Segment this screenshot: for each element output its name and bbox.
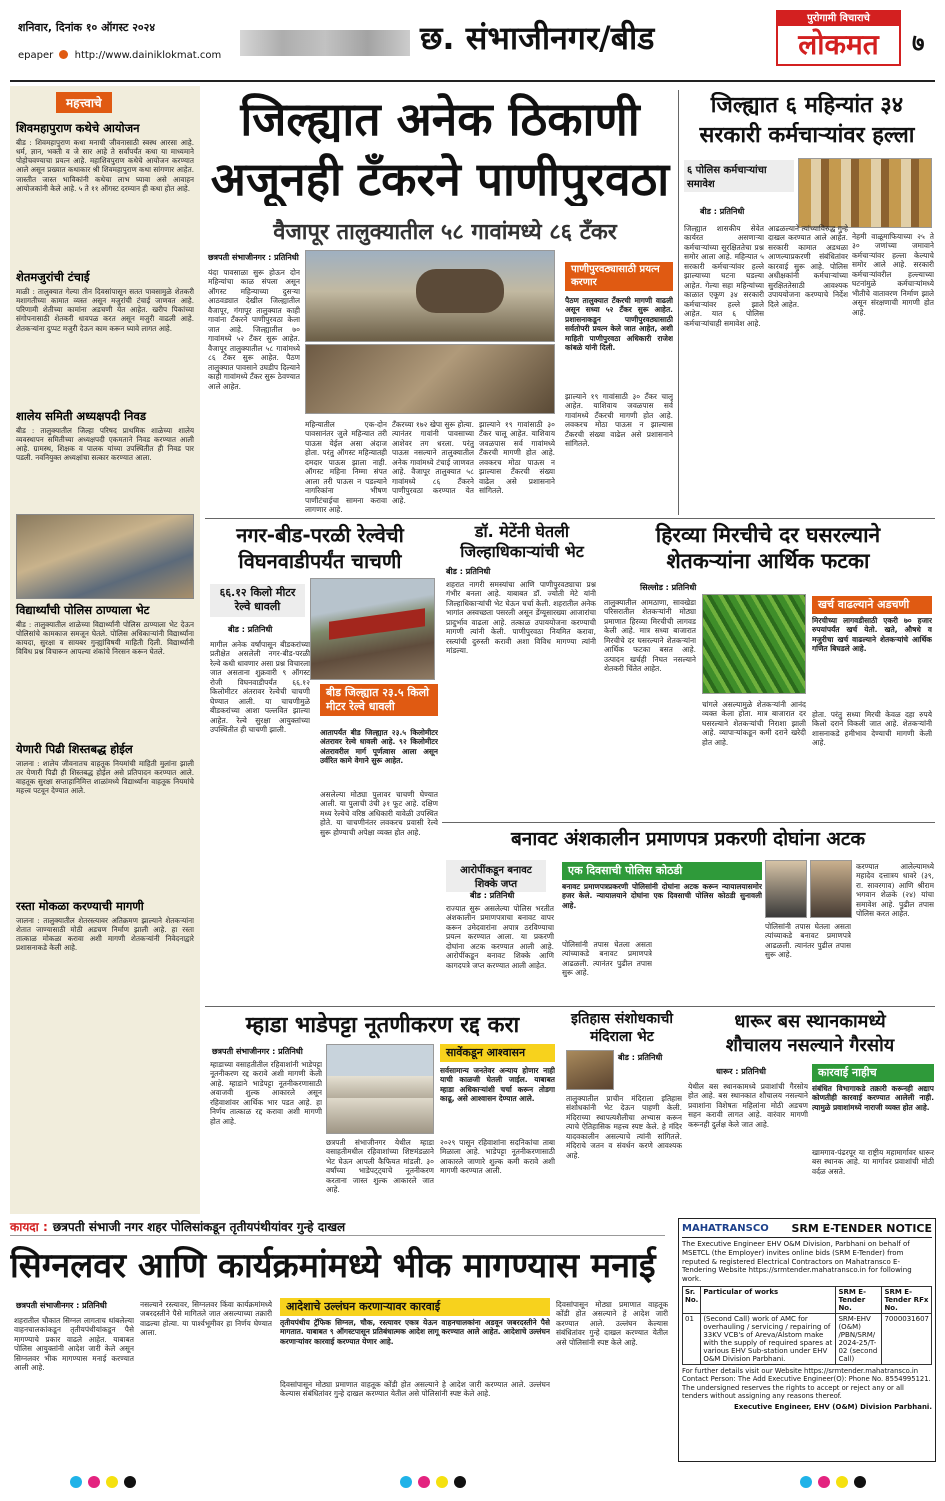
lead-photo-2	[305, 344, 555, 414]
rail-kicker-2-text: आतापर्यंत बीड जिल्ह्यात २३.५ किलोमीटर अंतरावर रेल्वे धावली आहे. ९२ किलोमीटर अंतरावरील मार्ग पूर्णत्वास आला असून उर्वरित कामे वेगाने सुरू आहेत.	[320, 728, 438, 766]
tender-cell: 7000031607	[882, 1313, 932, 1364]
rail-headline-1: नगर-बीड-परळी रेल्वेची	[236, 523, 404, 547]
mhada-headline: म्हाडा भाडेपट्टा नूतणीकरण रद्द करा	[245, 1013, 520, 1038]
rail-headline-2: विघनवाडीपर्यंत चाचणी	[238, 549, 402, 573]
table-row	[683, 1313, 932, 1364]
mhada-kicker: सावेंकडून आश्वासन	[440, 1044, 555, 1062]
law-byline: छत्रपती संभाजीनगर : प्रतिनिधी	[16, 1301, 107, 1310]
lead-kicker: पाणीपुरवठ्यासाठी प्रयत्न करणार	[565, 262, 673, 291]
tender-col-header: SRM E-Tender No.	[836, 1286, 882, 1313]
sidebar-item-6	[16, 899, 194, 1056]
sidebar-item-heading: येणारी पिढी शिस्तबद्ध होईल	[16, 742, 133, 756]
collector-byline: बीड : प्रतिनिधी	[446, 567, 491, 576]
website-link[interactable]: http://www.dainiklokmat.com	[74, 50, 222, 61]
tender-notice	[678, 1218, 936, 1462]
cyan-mark	[800, 1476, 812, 1488]
lead-photo	[305, 250, 555, 342]
chili-col-1: तालुक्यातील आमठाणा, सावखेडा परिसरातील शेतकऱ्यांनी मोठ्या प्रमाणात हिरव्या मिरचीची लागवड केली आहे. मात्र सध्या बाजारात मिरचीचे दर घसरल्याने शेतकऱ्यांना आर्थिक फटका बसत आहे. उत्पादन खर्चही निघत नसल्याने शेतकरी चिंतेत आहेत.	[604, 598, 696, 674]
police-byline: बीड : प्रतिनिधी	[700, 207, 745, 216]
law-col-2: नसल्याने रस्त्यावर, सिग्नलवर किंवा कार्यक्रमांमध्ये जबरदस्तीने पैसे मागितले जात असल्याच्या तक्रारी वाढल्या होत्या. या पार्श्वभूमीवर हा निर्णय घेण्यात आला.	[140, 1300, 272, 1338]
tender-intro: The Executive Engineer EHV O&M Division, Parbhani on behalf of MSETCL (the Employer) invites online bids (SRM E-Tender) from reputed & registered Electrical Contractors on Mahatransco E-Tendering Website https://srmtender.mahatransco.in for following work.	[682, 1240, 912, 1283]
sidebar-item-text: बीड : तालुक्यातील जिल्हा परिषद प्राथमिक शाळेच्या शालेय व्यवस्थापन समितीच्या अध्यक्षपदी एकमताने निवड करण्यात आली आहे. ग्रामस्थ, शिक्षक व पालक यांच्या उपस्थितीत ही निवड पार पडली. नवनियुक्त अध्यक्षांचा सत्कार करण्यात आला.	[16, 426, 194, 463]
history-photo	[566, 1050, 614, 1090]
column-rule	[678, 90, 679, 515]
arrest-kicker-2-text: बनावट प्रमाणपत्रप्रकरणी पोलिसांनी दोघांना अटक करून न्यायालयासमोर हजर केले. न्यायालयाने दोघांना एक दिवसाची पोलिस कोठडी सुनावली आहे.	[562, 882, 762, 910]
lead-col-3: टँकरच्या १७२ खेपा सुरू होत्या. त्यानंतर गावांनी पावसाच्या आशेवर तग धरला. परंतु पाऊस नसल्याने तालुक्यातील अनेक गावांमध्ये टंचाई जाणवत आहे. वैजापूर तालुक्यात ५८ गावांमध्ये ८६ टँकरने पाणीपुरवठा करण्यात येत आहे.	[392, 420, 474, 505]
chili-headline-2: शेतकऱ्यांना आर्थिक फटका	[666, 549, 870, 573]
arrest-col-2: पोलिसांनी तपास घेतला असता त्यांच्याकडे बनावट प्रमाणपत्रे आढळली. त्यानंतर पुढील तपास सुरू आहे.	[562, 940, 652, 978]
print-registration-marks	[0, 1470, 945, 1494]
arrest-col-3: करण्यात आलेल्यामध्ये महादेव दत्तात्रय धावरे (३९, रा. सावरगाव) आणि श्रीराम भगवान शेळके (२४) यांचा समावेश आहे. पुढील तपास पोलिस करत आहेत.	[856, 862, 934, 919]
bus-headline-2: शौचालय नसल्याने गैरसोय	[725, 1035, 895, 1056]
brand-logo: लोकमत	[798, 28, 879, 61]
sidebar-item-text: बीड : तालुक्यातील शाळेच्या विद्यार्थ्यांनी पोलिस ठाण्याला भेट देऊन पोलिसांचे कामकाज समजून घेतले. पोलिस अधिकाऱ्यांनी विद्यार्थ्यांना कायदा, सुरक्षा व सायबर गुन्ह्यांविषयी माहिती दिली. विद्यार्थ्यांनी विविध प्रश्न विचारून आपल्या शंकांचे निरसन करून घेतले.	[16, 620, 194, 657]
arrest-col-4: पोलिसांनी तपास घेतला असता त्यांच्याकडे बनावट प्रमाणपत्रे आढळली. त्यानंतर पुढील तपास सुरू आहे.	[765, 922, 851, 960]
tender-cell: SRM-EHV (O&M) /PBN/SRM/ 2024-25/T-02 (second Call)	[836, 1313, 882, 1364]
arrest-kicker: आरोपींकडून बनावट शिक्के जप्त	[446, 860, 546, 892]
sidebar-item-text: जालना : शालेय जीवनातच वाहतूक नियमांची माहिती मुलांना झाली तर येणारी पिढी ही शिस्तबद्ध होईल असे प्रतिपादन करण्यात आले. वाहतूक सुरक्षा सप्ताहानिमित्त शाळांमध्ये विद्यार्थ्यांना वाहतूक नियमांचे महत्त्व पटवून देण्यात आले.	[16, 759, 194, 796]
section-rule	[205, 1006, 935, 1007]
mhada-byline: छत्रपती संभाजीनगर : प्रतिनिधी	[212, 1047, 303, 1056]
bus-kicker-text: संबंधित विभागाकडे तक्रारी करूनही अद्याप कोणतीही कारवाई करण्यात आलेली नाही. त्यामुळे प्रवाशांमध्ये नाराजी व्यक्त होत आहे.	[812, 1084, 934, 1112]
chili-headline-1: हिरव्या मिरचीचे दर घसरल्याने	[655, 523, 881, 547]
rail-kicker-2: बीड जिल्ह्यात २३.५ किलो मीटर रेल्वे धावली	[320, 684, 438, 716]
tender-header	[682, 1222, 932, 1238]
brand-tag: पुरोगामी विचाराचे	[778, 12, 899, 26]
sidebar-item-4	[16, 603, 194, 738]
history-text: तालुक्यातील प्राचीन मंदिराला इतिहास संशोधकांनी भेट देऊन पाहणी केली. मंदिराच्या स्थापत्यशैलीचा अभ्यास करून त्याचे ऐतिहासिक महत्त्व स्पष्ट केले. हे मंदिर यादवकालीन असल्याचे त्यांनी सांगितले. मंदिराचे जतन व संवर्धन करणे आवश्यक आहे.	[566, 1094, 682, 1160]
chili-byline: सिल्लोड : प्रतिनिधी	[640, 583, 697, 592]
arrest-headline: बनावट अंशकालीन प्रमाणपत्र प्रकरणी दोघांना अटक	[510, 828, 866, 850]
arrest-photo-1	[765, 860, 807, 918]
police-col-1: जिल्ह्यात शासकीय सेवेत कार्यरत असणाऱ्या कर्मचाऱ्यांच्या सुरक्षिततेचा प्रश्न समोर आला आहे. महिन्यात ५ सरकारी कर्मचाऱ्यांवर हल्ले झाल्याच्या घटना घडल्या आहेत. गेल्या सहा महिन्यांच्या काळात एकूण ३४ सरकारी कर्मचाऱ्यांवर हल्ले झाले आहेत. यात ६ पोलिस कर्मचाऱ्यांचाही समावेश आहे.	[684, 224, 764, 328]
arrest-photo-2	[810, 860, 852, 918]
bus-col-1: येथील बस स्थानकामध्ये प्रवाशांची गैरसोय होत आहे. बस स्थानकात शौचालय नसल्याने प्रवाशांना विशेषतः महिलांना मोठी अडचण सहन करावी लागत आहे. वारंवार मागणी करूनही दुर्लक्ष केले जात आहे.	[688, 1082, 808, 1129]
law-label: कायदा :	[10, 1220, 48, 1234]
epaper-line	[18, 50, 221, 61]
globe-icon	[59, 50, 68, 59]
black-mark	[124, 1476, 136, 1488]
mahatransco-logo: MAHATRANSCO	[682, 1223, 769, 1234]
police-headline-1: जिल्ह्यात ६ महिन्यांत ३४	[710, 93, 904, 118]
arrest-byline: बीड : प्रतिनिधी	[470, 891, 515, 900]
sidebar-item-heading: शेतमजुरांची टंचाई	[16, 270, 90, 284]
tender-cell: 01	[683, 1313, 701, 1364]
lead-headline-1: जिल्ह्यात अनेक ठिकाणी	[240, 92, 640, 146]
mhada-col-2: छत्रपती संभाजीनगर येथील म्हाडा वसाहतीमधील रहिवाशांच्या शिष्टमंडळाने भेट घेऊन आपली कैफियत मांडली. ३० वर्षांच्या भाडेपट्ट्याचे नूतनीकरण करताना जास्त शुल्क आकारले जात आहे.	[326, 1138, 434, 1195]
rail-col-1: मागील अनेक वर्षांपासून बीडकरांच्या प्रतीक्षेत असलेली नगर-बीड-परळी रेल्वे कधी धावणार असा प्रश्न विचारला जात असताना शुक्रवारी ९ ऑगस्ट रोजी विघनवाडीपर्यंत ६६.१२ किलोमीटर अंतरावर रेल्वेची चाचणी घेण्यात आली. या चाचणीमुळे बीडकरांच्या आशा पल्लवित झाल्या आहेत. रेल्वे सुरक्षा आयुक्तांच्या उपस्थितीत ही चाचणी झाली.	[210, 640, 310, 735]
police-headline-2: सरकारी कर्मचाऱ्यांवर हल्ला	[699, 123, 915, 148]
sidebar-item-2	[16, 270, 194, 405]
law-kicker-text: तृतीयपंथीय ट्रॅफिक सिग्नल, चौक, रस्त्यावर एकत्र येऊन वाहनचालकांना अडवून जबरदस्तीने पैसे मागतात. याबाबत ९ ऑगस्टपासून प्रतिबंधात्मक आदेश लागू करण्यात आले आहेत. आदेशाचे उल्लंघन करणाऱ्यांवर कारवाई करण्यात येणार आहे.	[280, 1318, 550, 1346]
section-rule	[205, 518, 935, 519]
mhada-col-3: २०२९ पासून रहिवाशांना सदनिकांचा ताबा मिळाला आहे. भाडेपट्टा नूतनीकरणासाठी आकारले जाणारे शुल्क कमी करावे अशी मागणी करण्यात आली.	[440, 1138, 555, 1176]
lead-col-1: यंदा पावसाळा सुरू होऊन दोन महिन्यांचा काळ संपला असून ऑगस्ट महिन्याच्या दुसऱ्या आठवड्यात देखील जिल्ह्यातील वैजापूर, गंगापूर तालुक्यात काही गावांना टँकरने पाणीपुरवठा केला जात आहे. जिल्ह्यातील ७० गावांमध्ये ५२ टँकर सुरू आहेत. वैजापूर तालुक्यातील ५८ गावांमध्ये ८६ टँकर सुरू आहेत. पैठण तालुक्यात पावसाने उघडीप दिल्याने काही गावांमध्ये टँकर सुरू ठेवण्यात आले आहेत.	[208, 268, 300, 391]
date-line: शनिवार, दिनांक १० ऑगस्ट २०२४	[18, 21, 156, 34]
page-number: ७	[912, 29, 925, 57]
arrest-kicker-2: एक दिवसाची पोलिस कोठडी	[562, 862, 762, 880]
bus-byline: धारूर : प्रतिनिधी	[716, 1067, 766, 1076]
law-strip-text: छत्रपती संभाजी नगर शहर पोलिसांकडून तृतीयपंथीयांवर गुन्हे दाखल	[52, 1220, 346, 1234]
sidebar-title: महत्त्वाचे	[56, 92, 112, 113]
lead-headline-2: अजूनही टँकरने पाणीपुरवठा	[210, 152, 670, 206]
cyan-mark	[70, 1476, 82, 1488]
magenta-mark	[818, 1476, 830, 1488]
law-headline: सिग्नलवर आणि कार्यक्रमांमध्ये भीक मागण्यास मनाई	[10, 1246, 656, 1286]
mhada-kicker-text: सर्वसामान्य जनतेवर अन्याय होणार नाही याची काळजी घेतली जाईल. याबाबत म्हाडा अधिकाऱ्यांशी चर्चा करून तोडगा काढू, असे आश्वासन देण्यात आले.	[440, 1066, 555, 1104]
lead-col-5: झाल्याने १९ गावांसाठी ३० टँकर चालू आहेत. याशिवाय जवळपास सर्व गावांमध्ये टँकरची मागणी होत आहे. लवकरच मोठा पाऊस न झाल्यास टँकरची संख्या वाढेल असे प्रशासनाने सांगितले.	[565, 392, 673, 449]
bus-headline-1: धारूर बस स्थानकामध्ये	[734, 1011, 886, 1032]
black-mark	[854, 1476, 866, 1488]
tanker-shape	[416, 269, 504, 313]
sidebar-item-heading: विद्यार्थ्यांची पोलिस ठाण्याला भेट	[16, 603, 150, 617]
law-col-1: शहरातील चौकात सिग्नल लागताच थांबलेल्या वाहनचालकांकडून तृतीयपंथीयांकडून पैसे मागण्याचे प्रकार वाढले आहेत. याबाबत पोलिस आयुक्तांनी आदेश जारी केले असून सिग्नलवर भीक मागण्यास मनाई करण्यात आली आहे.	[14, 1316, 134, 1373]
sidebar-item-text: माळी : तालुक्यात गेल्या तीन दिवसांपासून सतत पावसामुळे शेतकरी मशागतीच्या कामात व्यस्त असून मजुरांची टंचाई जाणवत आहे. परिणामी शेतीच्या कामांना अडचणी येत आहेत. खरीप पिकांच्या संगोपनासाठी शेतकरी धावपळ करत असून मजुरी वाढली आहे. शेतकऱ्यांना दुप्पट मजुरी देऊन काम करून घ्यावे लागत आहे.	[16, 287, 194, 333]
tender-col-header: Particular of works	[701, 1286, 836, 1313]
rail-col-2: असलेल्या मोठ्या पुलावर चाचणी घेण्यात आली. या पुलाची उंची ३१ फूट आहे. दक्षिण मध्य रेल्वेचे वरिष्ठ अधिकारी यावेळी उपस्थित होते. या चाचणीनंतर लवकरच प्रवासी रेल्वे सुरू होण्याची अपेक्षा व्यक्त होत आहे.	[320, 790, 438, 837]
collector-text: शहरात नागरी समस्यांचा आणि पाणीपुरवठ्याचा प्रश्न गंभीर बनला आहे. याबाबत डॉ. ज्योती मेटे यांनी जिल्हाधिकाऱ्यांची भेट घेऊन चर्चा केली. शहरातील अनेक भागांत अस्वच्छता पसरली असून डेंग्यूसारख्या आजारांचा प्रादुर्भाव वाढला आहे. तत्काळ उपाययोजना करण्याची मागणी त्यांनी केली. पाणीपुरवठा नियमित करावा, रस्त्यांची दुरुस्ती करावी अशा विविध मागण्या त्यांनी मांडल्या.	[446, 580, 596, 656]
chili-kicker: खर्च वाढल्याने अडचणी	[812, 596, 932, 614]
tender-footer: For further details visit our Website https://srmtender.mahatransco.in Contact Person: The Add Executive Engineer(O): Phone No. 8554995121. The undersigned reserves the rights to accept or reject any or all tenders without assigning any reasons thereof.	[682, 1366, 931, 1401]
arrest-col-1: राज्यात सुरू असलेल्या पोलिस भरतीत अंशकालीन प्रमाणपत्राचा बनावट वापर करून उमेदवारांना अपात्र ठरविण्याचा प्रयत्न करण्यात आला. या प्रकरणी दोघांना अटक करण्यात आली आहे. आरोपींकडून बनावट शिक्के आणि कागदपत्रे जप्त करण्यात आली आहेत.	[446, 904, 554, 970]
section-rule	[442, 822, 935, 823]
rail-photo	[310, 578, 435, 680]
masthead	[0, 0, 945, 86]
edition-title: छ. संभाजीनगर/बीड	[420, 19, 655, 57]
sidebar-item-heading: रस्ता मोकळा करण्याची मागणी	[16, 899, 144, 913]
sidebar-item-heading: शालेय समिती अध्यक्षपदी निवड	[16, 409, 146, 423]
cyan-mark	[400, 1476, 412, 1488]
mhada-photo	[326, 1044, 434, 1134]
chili-kicker-text: मिरचीच्या लागवडीसाठी एकरी ७० हजार रुपयांपर्यंत खर्च येतो. खते, औषधे व मजुरीचा खर्च वाढल्याने शेतकऱ्यांचे आर्थिक गणित बिघडले आहे.	[812, 616, 932, 654]
lead-byline: छत्रपती संभाजीनगर : प्रतिनिधी	[208, 253, 299, 262]
sidebar-item-1	[16, 121, 194, 266]
yellow-mark	[436, 1476, 448, 1488]
bus-col-2: खामगाव-पंढरपूर या राष्ट्रीय महामार्गावर धारूर बस स्थानक आहे. या मार्गावर प्रवाशांची मोठी वर्दळ असते.	[812, 1148, 934, 1176]
magenta-mark	[418, 1476, 430, 1488]
page-image-strip	[240, 30, 410, 56]
sidebar-item-3	[16, 409, 194, 510]
police-kicker: ६ पोलिस कर्मचाऱ्यांचा समावेश	[684, 160, 794, 192]
chili-photo	[702, 594, 806, 694]
epaper-label: epaper	[18, 50, 54, 61]
header-rule	[10, 80, 935, 82]
tender-table	[682, 1286, 932, 1365]
sidebar-item-5	[16, 742, 194, 895]
police-photo	[798, 158, 932, 228]
collector-headline-1: डॉ. मेटेंनी घेतली	[474, 522, 570, 541]
police-col-2: आढळल्याने त्यांच्याविरुद्ध गुन्हे दाखल करण्यात आले आहेत. सरकारी कामात अडथळा आणल्याप्रकरणी संबंधितांवर कारवाई सुरू आहे. पोलिस अधीक्षकांनी कर्मचाऱ्यांच्या सुरक्षिततेसाठी आवश्यक उपाययोजना करण्याचे निर्देश दिले आहेत.	[768, 224, 848, 309]
tender-sign: Executive Engineer, EHV (O&M) Division Parbhani.	[733, 1402, 932, 1411]
collector-headline-2: जिल्हाधिकाऱ्यांची भेट	[460, 542, 584, 561]
police-col-3: नेहमी वाळूमाफियाच्या २५ ते ३० जणांच्या जमावाने कर्मचाऱ्यांवर हल्ला केल्याचे समोर आले आहे. सरकारी कर्मचाऱ्यांवरील हल्ल्याच्या घटनांमुळे कर्मचाऱ्यांमध्ये भीतीचे वातावरण निर्माण झाले असून संरक्षणाची मागणी होत आहे.	[852, 232, 934, 317]
mhada-col-1: म्हाडाच्या वसाहतीतील रहिवाशांनी भाडेपट्टा नूतनीकरण रद्द करावे अशी मागणी केली आहे. म्हाडाने भाडेपट्टा नूतनीकरणासाठी अवाजवी शुल्क आकारले असून रहिवाशांवर आर्थिक भार पडत आहे. हा निर्णय तात्काळ रद्द करावा अशी मागणी होत आहे.	[210, 1060, 322, 1126]
rail-kicker: ६६.१२ किलो मीटर रेल्वे धावली	[210, 584, 305, 617]
chili-col-2: चांगले असल्यामुळे शेतकऱ्यांनी आनंद व्यक्त केला होता. मात्र बाजारात दर घसरल्याने शेतकऱ्यांची निराशा झाली आहे. व्यापाऱ्यांकडून कमी दराने खरेदी होत आहे.	[702, 700, 806, 747]
rail-byline: बीड : प्रतिनिधी	[228, 625, 273, 634]
tender-col-header: SRM E-Tender RFx No.	[882, 1286, 932, 1313]
sidebar-item-text: बीड : शिवमहापुराण कथा मनाची जीवनासाठी स्वस्थ आरसा आहे. धर्म, ज्ञान, भक्ती व जे सार आहे ते सर्वांपर्यंत कथा या माध्यमाने पोहोचवण्याचा प्रयत्न आहे. महाशिवपुराण कथेचे आयोजन करण्यात आले असून प्रख्यात कथाकार श्री शिवमहापुराण कथा सांगणार आहेत. जास्तीत जास्त भाविकांनी कथेचा लाभ घ्यावा असे आवाहन आयोजकांनी केले आहे. ५ ते ११ ऑगस्ट दरम्यान ही कथा होत आहे.	[16, 138, 194, 193]
law-col-3: दिवसांपासून मोठ्या प्रमाणात वाहतूक कोंडी होत असल्याने हे आदेश जारी करण्यात आले. उल्लंघन केल्यास संबंधितांवर गुन्हे दाखल करण्यात येतील असे पोलिसांनी स्पष्ट केले आहे.	[280, 1380, 550, 1399]
lead-col-2: महिन्यातील एक-दोन पावसानंतर जुले महिन्यात तरी पाऊस येईल असा अंदाज होता. परंतु ऑगस्ट महिन्यातही दमदार पाऊस झाला नाही. ऑगस्ट महिना निम्मा संपत आला तरी पाऊस न पडल्याने नागरिकांना भीषण पाणीटंचाईचा सामना करावा लागणार आहे.	[305, 420, 387, 515]
magenta-mark	[88, 1476, 100, 1488]
tender-title: SRM E-TENDER NOTICE	[791, 1222, 932, 1235]
yellow-mark	[836, 1476, 848, 1488]
law-col-4: दिवसांपासून मोठ्या प्रमाणात वाहतूक कोंडी होत असल्याने हे आदेश जारी करण्यात आले. उल्लंघन केल्यास संबंधितांवर गुन्हे दाखल करण्यात येतील असे पोलिसांनी स्पष्ट केले आहे.	[556, 1300, 668, 1347]
train-shape	[329, 608, 425, 639]
chili-col-3: होता. परंतु सध्या मिरची केवळ दहा रुपये किलो दराने विकली जात आहे. शेतकऱ्यांनी शासनाकडे हमीभाव देण्याची मागणी केली आहे.	[812, 710, 932, 748]
brand-block	[776, 10, 901, 66]
history-headline-2: मंदिराला भेट	[590, 1029, 654, 1045]
law-strip	[10, 1216, 665, 1236]
tender-cell: (Second Call) work of AMC for overhauling / servicing / repairing of 33KV VCB's of Areva/Alstom make with the supply of required spares at various EHV Sub-station under EHV O&M Division Parbhani.	[701, 1313, 836, 1364]
bus-kicker: कारवाई नाहीच	[812, 1064, 934, 1082]
tender-col-header: Sr. No.	[683, 1286, 701, 1313]
lead-subhead: वैजापूर तालुक्यातील ५८ गावांमध्ये ८६ टँकर	[273, 220, 617, 245]
history-headline-1: इतिहास संशोधकाची	[571, 1011, 673, 1027]
lead-kicker-text: पैठण तालुक्यात टँकरची मागणी वाढली असून सध्या ५२ टँकर सुरू आहेत. प्रशासनाकडून पाणीपुरवठ्यासाठी सर्वतोपरी प्रयत्न केले जात आहेत, अशी माहिती पाणीपुरवठा अधिकारी राजेश कांबळे यांनी दिली.	[565, 296, 673, 353]
lead-col-4: झाल्याने १९ गावांसाठी ३० टँकर चालू आहेत. याशिवाय जवळपास सर्व गावांमध्ये टँकरची मागणी होत आहे. लवकरच मोठा पाऊस न झाल्यास टँकरची संख्या वाढेल असे प्रशासनाने सांगितले.	[479, 420, 555, 496]
sidebar-item-text: जालना : तालुक्यातील शेतरस्त्यावर अतिक्रमण झाल्याने शेतकऱ्यांना शेतात जाण्यासाठी मोठी अडचण निर्माण झाली आहे. हा रस्ता तात्काळ मोकळा करावा अशी मागणी शेतकऱ्यांनी निवेदनाद्वारे प्रशासनाकडे केली आहे.	[16, 916, 194, 953]
black-mark	[454, 1476, 466, 1488]
sidebar-photo	[16, 514, 194, 599]
yellow-mark	[106, 1476, 118, 1488]
sidebar-item-heading: शिवमहापुराण कथेचे आयोजन	[16, 121, 140, 135]
sidebar	[10, 86, 200, 1214]
history-byline: बीड : प्रतिनिधी	[618, 1053, 663, 1062]
law-kicker: आदेशाचे उल्लंघन करणाऱ्यावर कारवाई	[280, 1298, 550, 1316]
